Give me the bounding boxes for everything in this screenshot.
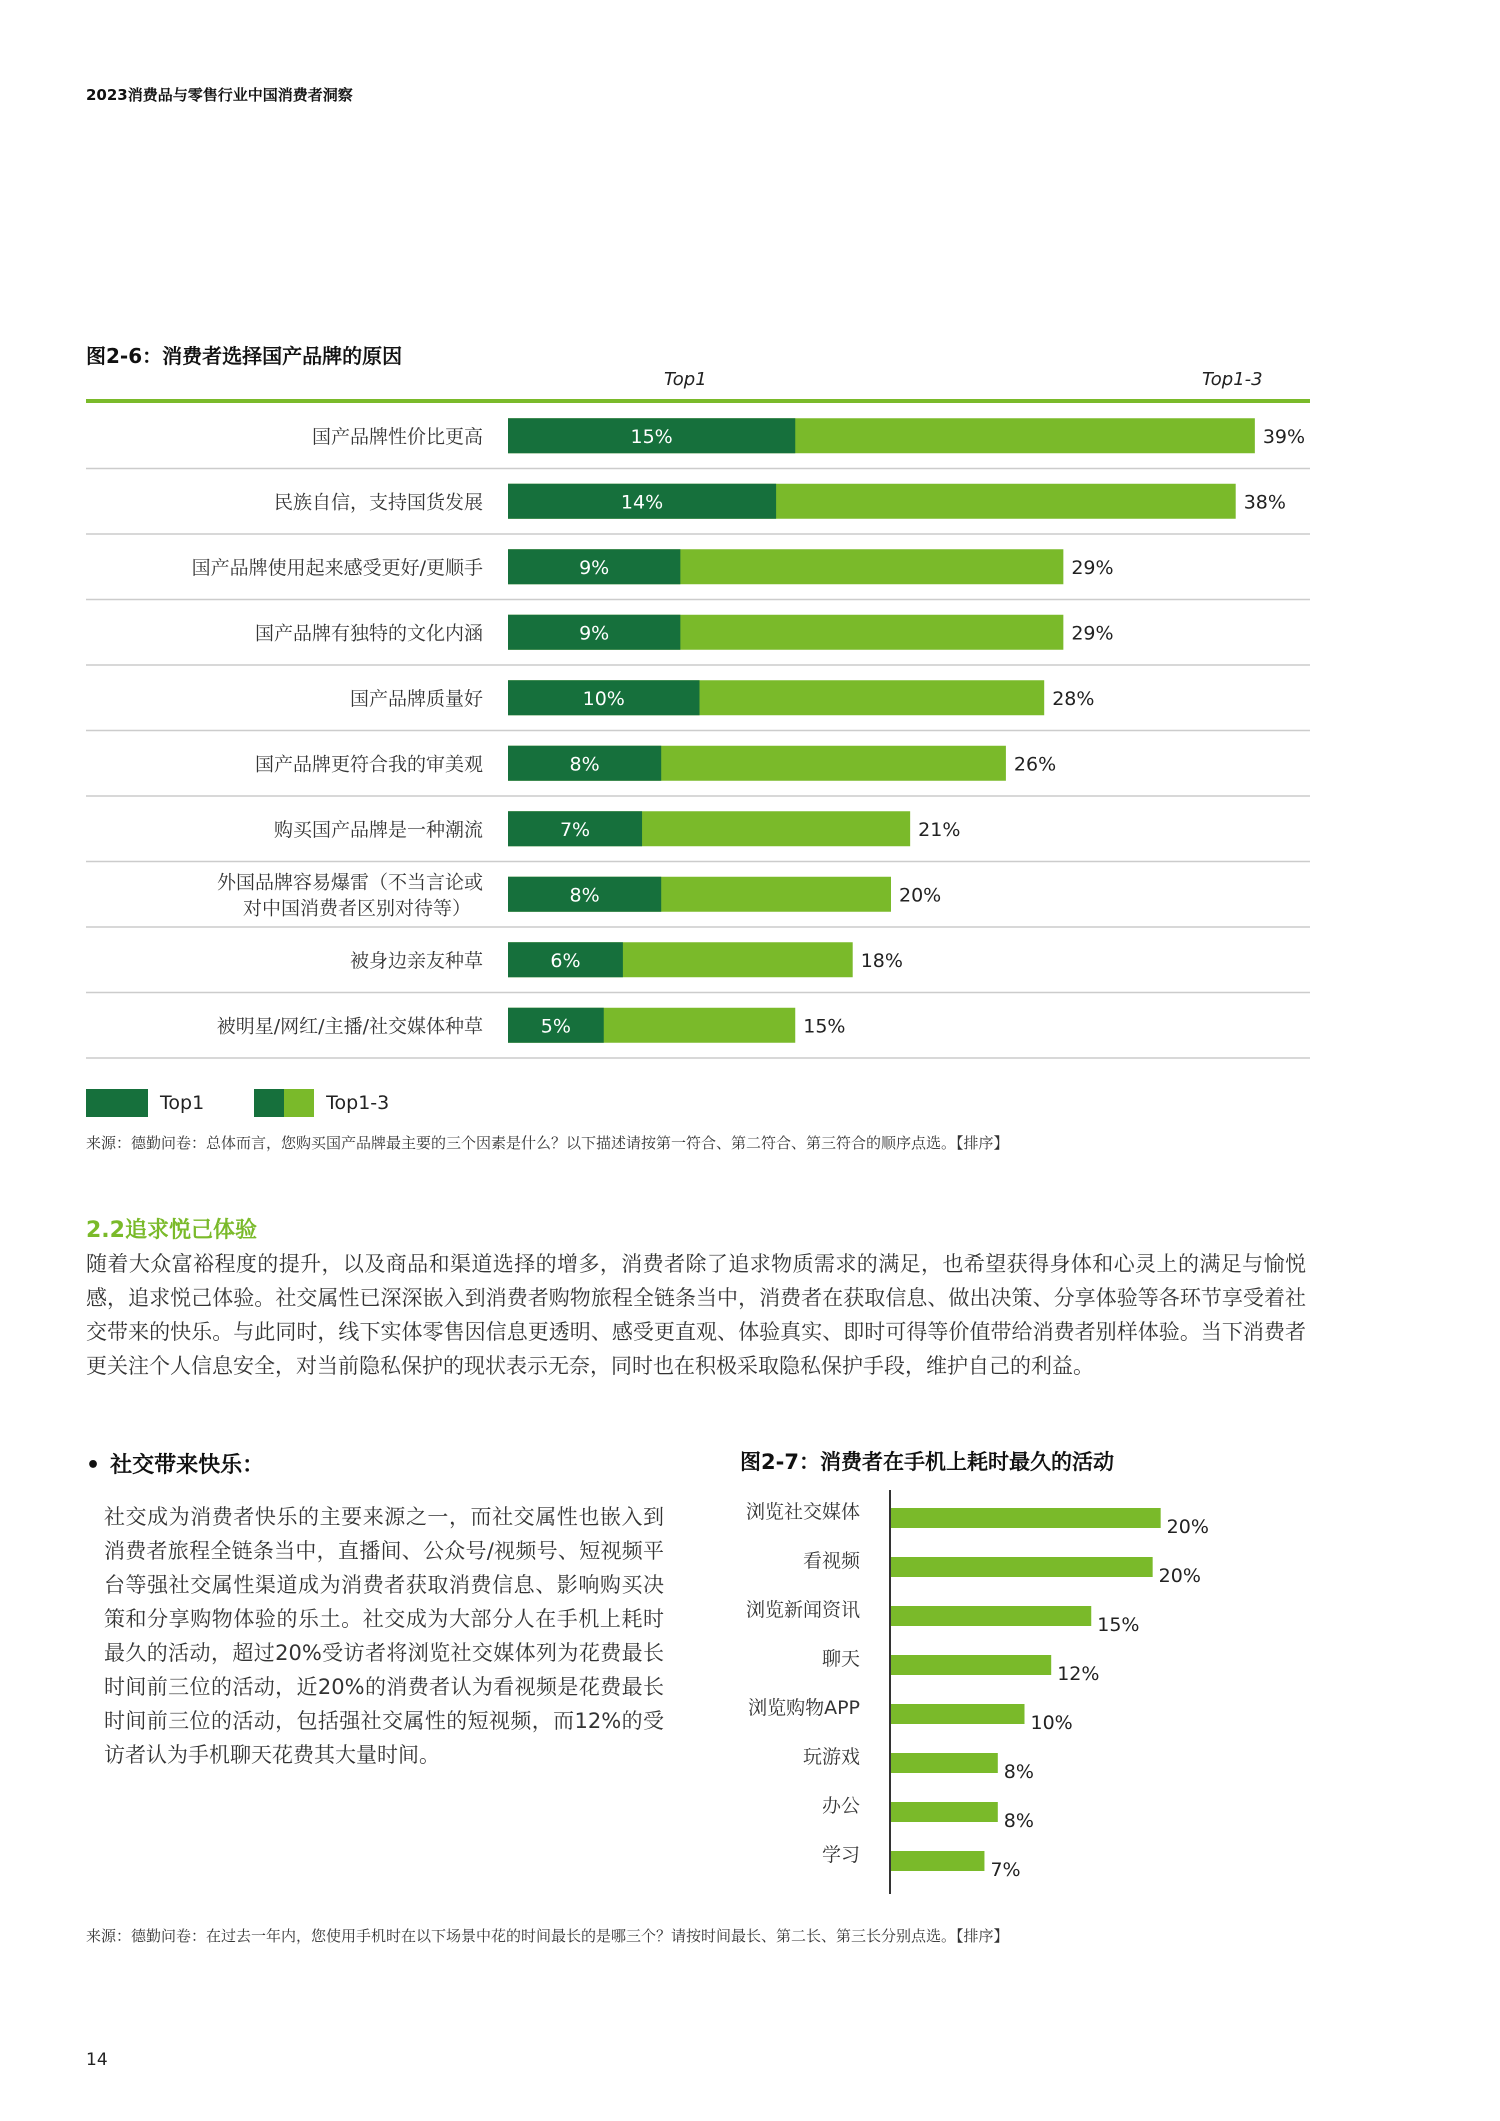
page-number: 14: [86, 2050, 108, 2070]
data-label-top1: 9%: [579, 556, 610, 579]
category-label: 被明星/网红/主播/社交媒体种草: [216, 1015, 483, 1038]
chart2-bar: [891, 1753, 998, 1773]
chart2-data-label: 8%: [1003, 1761, 1034, 1783]
chart2-data-label: 20%: [1166, 1516, 1209, 1538]
figure1-source: 来源：德勤问卷：总体而言，您购买国产品牌最主要的三个因素是什么？以下描述请按第一符合、第二符合、第三符合的顺序点选。【排序】: [86, 1134, 1009, 1152]
chart2-bar: [891, 1655, 1051, 1675]
chart2-data-label: 7%: [990, 1859, 1021, 1881]
figure1-title: 图2-6：消费者选择国产品牌的原因: [86, 344, 403, 368]
data-label-top1: 14%: [620, 491, 664, 514]
chart2-bar: [891, 1851, 984, 1871]
chart2-data-label: 12%: [1057, 1663, 1100, 1685]
chart2-data-label: 8%: [1003, 1810, 1034, 1832]
category-label: 购买国产品牌是一种潮流: [273, 818, 483, 841]
data-label-top1: 10%: [582, 687, 625, 710]
column-header-top1: Top1: [664, 369, 707, 390]
chart2-category-label: 浏览社交媒体: [745, 1501, 860, 1523]
category-label: 国产品牌质量好: [349, 687, 483, 710]
data-label-top1-3: 38%: [1243, 491, 1286, 514]
chart2-category-label: 学习: [821, 1844, 860, 1866]
figure2-chart-svg: [720, 1490, 1320, 1890]
bullet-paragraph: 社交成为消费者快乐的主要来源之一，而社交属性也嵌入到消费者旅程全链条当中，直播间、公众号/视频号、短视频平台等强社交属性渠道成为消费者获取消费信息、影响购买决策和分享购物体验的乐土。社交成为大部分人在手机上耗时最久的活动，超过20%受访者将浏览社交媒体列为花费最长时间前三位的活动，近20%的消费者认为看视频是花费最长时间前三位的活动，包括强社交属性的短视频，而12%的受访者认为手机聊天花费其大量时间。: [104, 1505, 664, 1767]
bullet-marker: •: [86, 1453, 101, 1478]
data-label-top1-3: 21%: [918, 818, 961, 841]
data-label-top1: 8%: [569, 753, 600, 776]
data-label-top1-3: 18%: [860, 949, 903, 972]
data-label-top1: 8%: [569, 884, 600, 907]
data-label-top1: 7%: [559, 818, 591, 841]
data-label-top1-3: 29%: [1071, 622, 1114, 645]
figure2-source: 来源：德勤问卷：在过去一年内，您使用手机时在以下场景中花的时间最长的是哪三个？请按时间最长、第二长、第三长分别点选。【排序】: [86, 1927, 1009, 1945]
category-label: 国产品牌使用起来感受更好/更顺手: [191, 556, 483, 579]
chart2-data-label: 10%: [1030, 1712, 1073, 1734]
category-label: 被身边亲友种草: [349, 949, 483, 972]
bullet-title-text: 社交带来快乐：: [110, 1453, 265, 1478]
legend-label-top1-3: Top1-3: [326, 1092, 390, 1114]
data-label-top1-3: 20%: [899, 884, 942, 907]
chart2-category-label: 聊天: [821, 1648, 860, 1670]
section-paragraph: 随着大众富裕程度的提升，以及商品和渠道选择的增多，消费者除了追求物质需求的满足，也希望获得身体和心灵上的满足与愉悦感，追求悦己体验。社交属性已深深嵌入到消费者购物旅程全链条当中，消费者在获取信息、做出决策、分享体验等各环节享受着社交带来的快乐。与此同时，线下实体零售因信息更透明、感受更直观、体验真实、即时可得等价值带给消费者别样体验。当下消费者更关注个人信息安全，对当前隐私保护的现状表示无奈，同时也在积极采取隐私保护手段，维护自己的利益。: [86, 1252, 1306, 1378]
chart2-data-label: 20%: [1158, 1565, 1201, 1587]
chart2-bar: [891, 1802, 998, 1822]
data-label-top1-3: 39%: [1262, 425, 1306, 448]
data-label-top1-3: 29%: [1071, 556, 1114, 579]
category-label: 国产品牌性价比更高: [311, 425, 483, 448]
chart2-category-label: 办公: [821, 1795, 860, 1817]
figure2-chart: [720, 1490, 1320, 1890]
category-label: 国产品牌有独特的文化内涵: [254, 622, 483, 645]
category-label: 国产品牌更符合我的审美观: [254, 753, 483, 776]
chart2-category-label: 浏览新闻资讯: [745, 1599, 860, 1621]
data-label-top1: 15%: [630, 425, 673, 448]
bullet-title: [86, 1448, 264, 1479]
data-label-top1-3: 15%: [803, 1015, 846, 1038]
column-header-top1-3: Top1-3: [1202, 369, 1263, 390]
section-heading: 2.2追求悦己体验: [86, 1218, 257, 1243]
chart2-bar: [891, 1508, 1161, 1528]
figure1-chart-svg: [86, 403, 1310, 1063]
figure1-legend: [86, 1088, 439, 1118]
category-label: 外国品牌容易爆雷（不当言论或对中国消费者区别对待等）: [216, 871, 483, 920]
data-label-top1-3: 26%: [1013, 753, 1057, 776]
data-label-top1: 6%: [550, 949, 581, 972]
chart2-category-label: 浏览购物APP: [748, 1697, 860, 1719]
chart2-category-label: 玩游戏: [802, 1746, 860, 1768]
category-label: 民族自信，支持国货发展: [273, 491, 483, 514]
running-header: 2023消费品与零售行业中国消费者洞察: [86, 86, 353, 104]
legend-label-top1: Top1: [160, 1092, 205, 1114]
chart2-category-label: 看视频: [802, 1550, 860, 1572]
legend-swatch-top1: [86, 1089, 148, 1117]
figure1-chart: [86, 403, 1310, 1063]
chart2-bar: [891, 1704, 1025, 1724]
data-label-top1: 5%: [540, 1015, 571, 1038]
chart2-bar: [891, 1606, 1091, 1626]
chart2-bar: [891, 1557, 1153, 1577]
data-label-top1-3: 28%: [1052, 687, 1095, 710]
legend-swatch-top1-3: [254, 1089, 314, 1117]
chart2-data-label: 15%: [1097, 1614, 1140, 1636]
data-label-top1: 9%: [579, 622, 610, 645]
figure2-title: 图2-7：消费者在手机上耗时最久的活动: [740, 1450, 1114, 1474]
